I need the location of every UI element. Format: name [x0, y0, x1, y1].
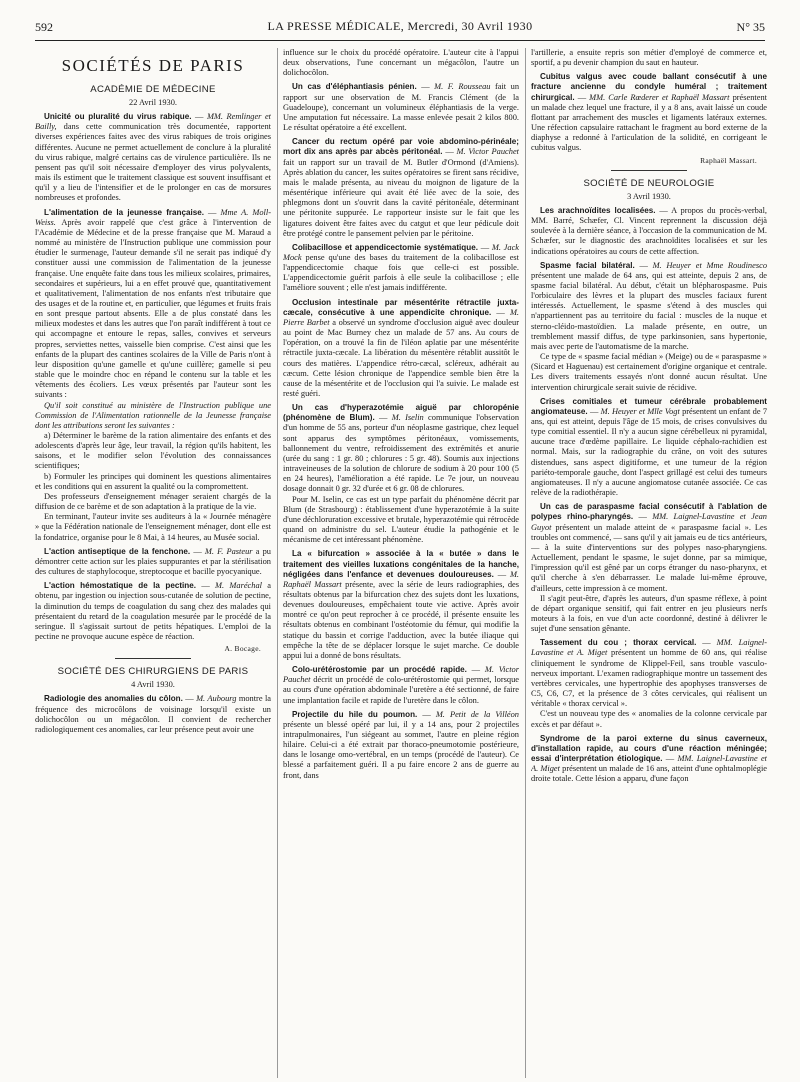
report-entry: Syndrome de la paroi externe du sinus caverneux, d'installation rapide, au cours d'une réaction méningée; essai d'interprétation étiologique. — MM. Laignel-Lavastine et A. Miget présentent un malade de 16 ans, atteint d'une ophtalmoplégie droite totale. Cette lésion a apparu, d'une façon — [531, 733, 767, 784]
entry-authors: M. Iselin — [391, 413, 424, 423]
column-middle — [283, 48, 519, 1078]
entry-text: présentent une malade de 64 ans, qui est atteinte, depuis 2 ans, de spasme facial bilatéral. Au début, c'était un blépharospasme. Puis l'orbiculaire des lèvres et la plupart des muscles faciaux furent intéressés. Actuellement, le spasme s'étend à des muscles qui n'appartiennent pas au territoire du facial : muscles de la nuque et sterno-cléido-mastoïdien. La malade présente, en outre, un tremblement massif diffus, de type parkinsonien, sans hypertonie, mais avec perte de l'automatisme de la marche. — [531, 270, 767, 351]
entry-text: décrit un procédé de colo-urétérostomie qui permet, lorsque au cours d'une opération abdominale l'uretère a été sectionné, de faire une implantation facile et rapide de l'uretère dans le côlon. — [283, 675, 519, 705]
entry-text: fait un rapport sur un travail de M. Butler d'Ormond (d'Amiens). Après ablation du cancer, les suites opératoires se firent sans récidive, mais le malade présenta, au niveau du moignon de ligature de la mésentérique inférieure qui avait été liée avec de la soie, des phlegmons dont un s'ouvrit dans la cavité péritonéale, déterminant une péritonite suppurée. Le rapporteur insiste sur le fait que les ligatures doivent être faites avec du catgut et que leur pédicule doit être protégé contre le pansement pelvien par le péritoine. — [283, 157, 519, 238]
entry-title: Un cas d'hyperazotémie aiguë par chloropénie (phénomène de Blum). — [283, 403, 519, 423]
section-divider — [115, 658, 191, 659]
report-paragraph: Pour M. Iselin, ce cas est un type parfait du phénomène décrit par Blum (de Strasbourg) : établissement d'une hyperazotémie à la suite d'une déchloruration excessive et brutale, hyperazotémie qui rétrocède quand on administre du sel. L'auteur étudie la pathogénie et le mécanisme de cet intéressant phénomène. — [283, 494, 519, 545]
entry-authors: M. F. Rousseau — [434, 82, 491, 92]
entry-title: Cubitus valgus avec coude ballant consécutif à une fracture ancienne du condyle huméral ; traitement chirurgical. — [531, 72, 767, 102]
entry-text: présentent un malade atteint de « paraspasme facial ». Les troubles ont commencé, — sans qu'il y ait jamais eu de tics antérieurs, — à la suite d'interventions sur des polypes naso-pharyngiens. Actuellement, pendant le spasme, le sujet donne, par sa mimique, l'impression qu'il est gêné par un corps étranger du naso-pharynx, et qu'il cherche à s'en débarrasser. Le malade lui-même éprouve, d'ailleurs, cette impression à ce moment. — [531, 522, 767, 593]
section-banner: SOCIÉTÉS DE PARIS — [61, 56, 245, 75]
entry-authors: MM. Laignel-Lavastine et A. Miget — [531, 638, 767, 658]
entry-title: Colibacillose et appendicectomie systématique. — [292, 242, 478, 252]
entry-authors: M. F. Pasteur — [204, 546, 253, 556]
entry-authors: M. Heuyer et Mme Roudinesco — [652, 260, 767, 270]
entry-title: Unicité ou pluralité du virus rabique. — [44, 112, 192, 122]
column-right — [531, 48, 767, 1078]
entry-title: La « bifurcation » associée à la « butée » dans le traitement des vieilles luxations congénitales de la hanche, négligées dans l'enfance et devenues douloureuses. — [283, 549, 519, 579]
session-date: 22 Avril 1930. — [129, 98, 177, 107]
column-left — [35, 48, 271, 1078]
entry-text: présentent un enfant de 7 ans, qui est atteint, depuis l'âge de 15 mois, de crises convulsives du type comitial essentiel. Il n'y a aucun signe cérébelleux ni pyramidal, aucune trace d'œdème papillaire. Le liquide céphalo-rachidien est normal. Mais, sur la radiographie du crâne, on voit des sutures distendues, sans aspect digitiforme, et une tumeur de la région pariéto-temporale gauche, dont l'aspect grillagé est celui des tumeurs angiomateuses. Il n'y a aucune angiomatose cutanée associée. Ce cas relève de la radiothérapie. — [531, 406, 767, 498]
report-entry: Cubitus valgus avec coude ballant consécutif à une fracture ancienne du condyle huméral ; traitement chirurgical. — MM. Carle Rœderer et Raphaël Massart présentent un malade chez lequel une fracture, il y a 8 ans, avait laissé un coude flottant par arrachement des muscles et ligaments latéraux externes. Une réfection capsulaire rattachant le fragment au bord externe de la diaphyse a redonné à l'articulation de la solidité, en corrigeant le cubitus valgus. — [531, 72, 767, 153]
report-entry: L'alimentation de la jeunesse française. — Mme A. Moll-Weiss. Après avoir rappelé que c'est grâce à l'intervention de l'Académie de Médecine et de la presse française que M. Maraud a nommé au ministère de l'Instruction publique une commission pour étudier le surmenage, l'auteur demande s'il ne serait pas indiqué d'y constituer aussi une commission de l'alimentation de la jeunesse française. Une enquête faite dans tous les milieux scolaires, primaires, secondaires et supérieurs, lui a en effet prouvé que, quantitativement et qualitativement, l'alimentation de nos enfants n'est tributaire que des usages et de la routine et, en particulier, que légumes et fruits frais en sont presque partout absents. Elle a de plus constaté dans les milieux modestes et dans les autres que l'on paraît indifférent à tout ce qui accompagne et entoure le repas, salles, convives et serveurs propres, serviettes nettes, vaisselle bien comprise. C'est ainsi que les enfants de la plupart des cantines scolaires de la Ville de Paris n'ont à leur disposition qu'une gamelle et qu'une cuillère; gamelle si peu stable que le moindre choc en répand le contenu sur la table et les vêtements des écoliers. Les vœux présentés par l'auteur sont les suivants : — [35, 207, 271, 400]
entry-title: L'action hémostatique de la pectine. — [44, 581, 196, 591]
report-entry: Projectile du hile du poumon. — M. Petit de la Villéon présente un blessé opéré par lui, il y a 14 ans, pour 2 projectiles intrapulmonaires, l'un siégeant au sommet, l'autre en pleine région hilaire. Celui-ci a été extrait par thoraco-pneumotomie postérieure, dans le losange omo-vertébral, en un temps (procédé de l'auteur). Ce blessé a parfaitement guéri. Il a pu faire encore 2 ans de guerre au front, dans — [283, 709, 519, 780]
entry-authors: MM. Laignel-Lavastine et A. Miget — [531, 754, 767, 774]
entry-text: présente un blessé opéré par lui, il y a 14 ans, pour 2 projectiles intrapulmonaires, l'un siégeant au sommet, l'autre en pleine région hilaire. Celui-ci a été extrait par thoraco-pneumotomie postérieure, dans le losange omo-vertébral, en un temps (procédé de l'auteur). Ce blessé a parfaitement guéri. Il a pu faire encore 2 ans de guerre au front, dans — [283, 719, 519, 780]
section-divider — [611, 170, 687, 171]
entry-text: communique l'observation d'un homme de 55 ans, porteur d'un néoplasme gastrique, chez lequel sont apparus des symptômes péritonéaux, vomissements, ballonnement du ventre, refroidissement des extrémités et anurie (urée du sang : 1 gr. 80 ; chlorures : 5 gr. 48). Soumis aux injections intraveineuses de la solution de chlorure de sodium à 20 pour 100 (5 en 24 heures), l'amélioration a été rapide. Le 7e jour, un nouveau dosage donnait 0 gr. 32 d'urée et 6 gr. 08 de chlorures. — [283, 413, 519, 494]
entry-authors: M. Victor Pauchet — [283, 665, 519, 685]
report-paragraph: b) Formuler les principes qui dominent les questions alimentaires et les conditions qui en assurent la qualité ou la compromettent. — [35, 471, 271, 491]
entry-text: — A propos du procès-verbal, MM. Barré, Schæfer, Cl. Vincent reprennent la discussion déjà soulevée à la dernière séance, à l'occasion de la communication de M. Schæfer, sur le diagnostic des arachnoïdites localisées et sur les indications opératoires au cours de cette affection. — [531, 205, 767, 256]
entry-title: L'action antiseptique de la fenchone. — [44, 546, 191, 556]
report-signature: A. Bocage. — [224, 644, 261, 654]
entry-authors: M. Jack Mock — [283, 242, 519, 262]
column-rule — [277, 48, 278, 1078]
entry-authors: M. Raphaël Massart — [283, 569, 519, 589]
entry-text: présentent un malade chez lequel une fracture, il y a 8 ans, avait laissé un coude flottant par arrachement des muscles et ligaments latéraux externes. Une réfection capsulaire rattachant le fragment au bord externe de la diaphyse a redonné à l'articulation de la solidité, en corrigeant le cubitus valgus. — [531, 92, 767, 153]
report-entry: La « bifurcation » associée à la « butée » dans le traitement des vieilles luxations congénitales de la hanche, négligées dans l'enfance et devenues douloureuses. — M. Raphaël Massart présente, avec la série de leurs radiographies, des résultats obtenus par la bifurcation chez des sujets dont les luxations, devenues douloureuses, empêchaient toute vie active. Après avoir montré ce qu'on peut reprocher à ce procédé, il présente ensuite les résultats obtenus en combinant l'ostéotomie du fémur, qui modifie la statique du bassin et corrige l'adduction, avec la butée iliaque qui empêche la tête de se déplacer lorsque le sujet marche. Ce double appui lui a donné de bons résultats. — [283, 549, 519, 660]
entry-text: présentent un homme de 60 ans, qui réalise cliniquement le syndrome de Klippel-Feil, sans trouble vasculo-nerveux important. L'examen radiographique montre un tassement des vertèbres cervicales, une hypertrophie des apophyses transverses de C5, C6, C7, et la présence de 3 côtes cervicales, qui réalisent un véritable « thorax cervical ». — [531, 648, 767, 709]
report-entry: Unicité ou pluralité du virus rabique. — MM. Remlinger et Bailly, dans cette communication très documentée, rapportent diverses expériences faites avec des virus rabiques de trois origines différentes. Aucune ne permet actuellement de conclure à la pluralité du virus rabique, malgré certains cas de virulence particulière. Ils ne pensent pas qu'il soit nécessaire d'employer des virus polyvalents, mais ils estiment que le traitement classique est souvent insuffisant et qu'il y a lieu de l'intensifier et de le prolonger en cas de morsures nombreuses et profondes. — [35, 112, 271, 203]
entry-title: Spasme facial bilatéral. — [540, 260, 635, 270]
entry-authors: MM. Remlinger et Bailly, — [35, 112, 271, 132]
entry-authors: M. Petit de la Villéon — [435, 709, 519, 719]
report-entry: Tassement du cou ; thorax cervical. — MM. Laignel-Lavastine et A. Miget présentent un homme de 60 ans, qui réalise cliniquement le syndrome de Klippel-Feil, sans trouble vasculo-nerveux important. L'examen radiographique montre un tassement des vertèbres cervicales, une hypertrophie des apophyses transverses de C5, C6, C7, et la présence de 3 côtes cervicales, qui réalisent un véritable « thorax cervical ». — [531, 638, 767, 709]
report-paragraph: Des professeurs d'enseignement ménager seraient chargés de la diffusion de ce barème et de son adaptation à la pratique de la vie. — [35, 491, 271, 512]
report-entry: L'action antiseptique de la fenchone. — M. F. Pasteur a pu démontrer cette action sur les plaies suppurantes et par la stérilisation des cultures de staphylocoque, streptocoque et bacille pyocyanique. — [35, 546, 271, 577]
session-date: 4 Avril 1930. — [131, 680, 175, 690]
session-date: 3 Avril 1930. — [627, 191, 671, 201]
society-heading: ACADÉMIE DE MÉDECINE — [90, 84, 216, 95]
entry-authors: M. Maréchal — [215, 581, 262, 591]
report-paragraph: C'est un nouveau type des « anomalies de la colonne cervicale par excès et par défaut ». — [531, 709, 767, 729]
report-entry: Crises comitiales et tumeur cérébrale probablement angiomateuse. — M. Heuyer et Mlle Vogt présentent un enfant de 7 ans, qui est atteint, depuis l'âge de 15 mois, de crises convulsives du type comitial essentiel. Il n'y a aucun signe cérébelleux ni pyramidal, aucune trace d'œdème papillaire. Le liquide céphalo-rachidien est normal. Mais, sur la radiographie du crâne, on voit des sutures distendues, sans aspect digitiforme, et une tumeur de la région pariéto-temporale gauche, dont l'aspect grillagé est celui des tumeurs angiomateuses. Il n'y a aucune angiomatose cutanée associée. Ce cas relève de la radiothérapie. — [531, 396, 767, 498]
entry-text: montre la fréquence des microcôlons de voisinage lorsqu'il existe un dolichocôlon ou un mégacôlon. Il convient de rechercher radiologiquement ces anomalies, car leur présence peut avoir une — [35, 694, 271, 734]
report-entry: Un cas d'hyperazotémie aiguë par chloropénie (phénomène de Blum). — M. Iselin communique l'observation d'un homme de 55 ans, porteur d'un néoplasme gastrique, chez lequel sont apparus des symptômes péritonéaux, vomissements, ballonnement du ventre, refroidissement des extrémités et anurie (urée du sang : 1 gr. 80 ; chlorures : 5 gr. 48). Soumis aux injections intraveineuses de la solution de chlorure de sodium à 20 pour 100 (5 en 24 heures), l'amélioration a été rapide. Le 7e jour, un nouveau dosage donnait 0 gr. 32 d'urée et 6 gr. 08 de chlorures. — [283, 403, 519, 494]
entry-title: Un cas d'éléphantiasis pénien. — [292, 82, 417, 92]
report-paragraph: a) Déterminer le barème de la ration alimentaire des enfants et des adolescents d'après leur âge, leur travail, la région qu'ils habitent, les saisons, et le modifier selon l'évolution des connaissances scientifiques; — [35, 431, 271, 471]
report-entry: Colo-urétérostomie par un procédé rapide. — M. Victor Pauchet décrit un procédé de colo-urétérostomie qui permet, lorsque au cours d'une opération abdominale l'uretère a été sectionné, de faire une implantation facile et rapide de l'uretère dans le côlon. — [283, 665, 519, 705]
entry-text: présentent un malade de 16 ans, atteint d'une ophtalmoplégie droite totale. Cette lésion a apparu, d'une façon — [531, 764, 767, 784]
report-paragraph: En terminant, l'auteur invite ses auditeurs à la « Journée ménagère » que la Fédération nationale de l'enseignement ménager, dont elle est la fondatrice, organise pour le 8 Mai, à 14 heures, au Musée social. — [35, 512, 271, 542]
report-paragraph: Il s'agit peut-être, d'après les auteurs, d'un spasme réflexe, à point de départ organique sensitif, qui fait entrer en jeu plusieurs nerfs moteurs à la fois, en vue d'un acte coordonné, destiné à délivrer le sujet d'une sensation gênante. — [531, 593, 767, 634]
entry-title: Occlusion intestinale par mésentérite rétractile juxta-cæcale, consécutive à une appendicite chronique. — [283, 297, 519, 317]
entry-authors: M. Victor Pauchet — [456, 147, 519, 157]
report-entry: Un cas de paraspasme facial consécutif à l'ablation de polypes rhino-pharyngés. — MM. Laignel-Lavastine et Jean Guyot présentent un malade atteint de « paraspasme facial ». Les troubles ont commencé, — sans qu'il y ait jamais eu de tics antérieurs, — à la suite d'interventions sur des polypes naso-pharyngiens. Actuellement, pendant le spasme, le sujet donne, par sa mimique, l'impression qu'il est gêné par un corps étranger du naso-pharynx, et qu'il cherche à s'en débarrasser. Le malade lui-même éprouve, d'ailleurs, cette impression à ce moment. — [531, 502, 767, 593]
entry-authors: M. Pierre Barbet — [283, 307, 519, 327]
entry-text: fait un rapport sur une observation de M. Francis Clément (de la Guadeloupe), concernant un volumineux éléphantiasis de la verge. Une amputation fut nécessaire. La masse enlevée pesait 2 kilos 800. Le résultat opératoire a été excellent. — [283, 82, 519, 133]
report-paragraph: influence sur le choix du procédé opératoire. L'auteur cite à l'appui deux observations, l'une concernant un mégacôlon, l'autre un dolichocôlon. — [283, 48, 519, 78]
report-entry: Radiologie des anomalies du côlon. — M. Aubourg montre la fréquence des microcôlons de voisinage lorsqu'il existe un dolichocôlon ou un mégacôlon. Il convient de rechercher radiologiquement ces anomalies, car leur présence peut avoir une — [35, 694, 271, 734]
report-signature: Raphaël Massart. — [700, 155, 757, 165]
journal-title: LA PRESSE MÉDICALE, Mercredi, 30 Avril 1930 — [267, 19, 533, 33]
issue-number: N° 35 — [736, 20, 765, 34]
entry-authors: Mme A. Moll-Weiss. — [35, 207, 271, 227]
column-rule — [525, 48, 526, 1078]
entry-text: Après avoir rappelé que c'est grâce à l'intervention de l'Académie de Médecine et de la presse française que M. Maraud a nommé au ministère de l'Instruction publique une commission pour étudier le surmenage, l'auteur demande s'il ne serait pas indiqué d'y constituer aussi une commission de l'alimentation de la jeunesse française. Une enquête faite dans tous les milieux scolaires, primaires, secondaires et supérieurs, lui a en effet prouvé que, quantitativement et qualitativement, l'alimentation de nos enfants n'est tributaire que des usages et de la routine et, en particulier, que légumes et fruits frais en sont presque partout absents. Elle a de plus constaté dans les milieux modestes et dans les autres que l'on paraît indifférent à tout ce qui accompagne et entoure le repas, salles, convives et serveurs propres, serviettes nettes, vaisselle bien comprise. C'est ainsi que les enfants de la plupart des cantines scolaires de la Ville de Paris n'ont à leur disposition qu'une gamelle et qu'une cuillère; gamelle si peu stable que le moindre choc en répand le contenu sur la table et les vêtements des écoliers. Les vœux présentés par l'auteur sont les suivants : — [35, 217, 271, 400]
report-entry: Spasme facial bilatéral. — M. Heuyer et Mme Roudinesco présentent une malade de 64 ans, qui est atteinte, depuis 2 ans, de spasme facial bilatéral. Au début, c'était un blépharospasme. Puis l'orbiculaire des lèvres et la plupart des muscles faciaux furent intéressés. Actuellement, le spasme s'étend à des muscles qui n'appartiennent pas au territoire du facial : muscles de la nuque et sterno-cléido-mastoïdien. La malade présente, en outre, un tremblement massif diffus, de type parkinsonien, sans hypertonie, mais avec perte de l'automatisme de la marche. — [531, 260, 767, 351]
entry-text: a observé un syndrome d'occlusion aiguë avec douleur au point de Mac Burney chez un malade de 57 ans. Au cours de l'opération, on a trouvé la fin de l'iléon aplatie par une mésentérite rétractile juxta-cæcale. La libération du mésentère rétablit aussitôt le cours des matières. L'appendice rétro-cæcal, scléreux, adhérait au cæcum. Cette lésion chronique de l'appendice semble bien être la cause de la mésentérite et de l'occlusion qui l'a suivie. Le malade est resté guéri. — [283, 317, 519, 398]
report-entry: Colibacillose et appendicectomie systématique. — M. Jack Mock pense qu'une des bases du traitement de la colibacillose est l'appendicectomie chaque fois que celle-ci est possible. L'appendicectomie guérit parfois à elle seule la colibacillose ; elle l'améliore souvent ; elle n'est jamais indifférente. — [283, 242, 519, 293]
report-entry: Occlusion intestinale par mésentérite rétractile juxta-cæcale, consécutive à une appendicite chronique. — M. Pierre Barbet a observé un syndrome d'occlusion aiguë avec douleur au point de Mac Burney chez un malade de 57 ans. Au cours de l'opération, on a trouvé la fin de l'iléon aplatie par une mésentérite rétractile juxta-cæcale. La libération du mésentère rétablit aussitôt le cours des matières. L'appendice rétro-cæcal, scléreux, adhérait au cæcum. Cette lésion chronique de l'appendice semble bien être la cause de la mésentérite et de l'occlusion qui l'a suivie. Le malade est resté guéri. — [283, 297, 519, 398]
entry-title: Crises comitiales et tumeur cérébrale probablement angiomateuse. — [531, 396, 767, 416]
entry-text: a obtenu, par ingestion ou injection sous-cutanée de solution de pectine, la diminution du temps de coagulation du sang chez des malades qui présentaient du retard de la coagulation mesurée par le procédé de la seringue. Il s'agissait surtout de petits hépatiques. L'emploi de la pectine ne provoque aucune espèce de réaction. — [35, 581, 271, 641]
page-number: 592 — [35, 20, 53, 34]
report-paragraph: Ce type de « spasme facial médian » (Meige) ou de « paraspasme » (Sicard et Haguenau) est certainement d'origine organique et centrale. Les divers traitements essayés n'ont donné aucun résultat. Une intervention chirurgicale serait suivie de récidive. — [531, 352, 767, 392]
report-paragraph — [35, 401, 271, 431]
entry-text: a pu démontrer cette action sur les plaies suppurantes et par la stérilisation des cultures de staphylocoque, streptocoque et bacille pyocyanique. — [35, 546, 271, 577]
entry-title: Projectile du hile du poumon. — [292, 709, 418, 719]
entry-text: dans cette communication très documentée, rapportent diverses expériences faites avec des virus rabiques de trois origines différentes. Aucune ne permet actuellement de conclure à la pluralité du virus rabique, malgré certains cas de virulence particulière. Ils ne pensent pas qu'il soit nécessaire d'employer des virus polyvalents, mais ils estiment que le traitement classique est souvent insuffisant et qu'il y a lieu de l'intensifier et de le prolonger en cas de morsures nombreuses et profondes. — [35, 122, 271, 203]
entry-title: Cancer du rectum opéré par voie abdomino-périnéale; mort dix ans après par abcès péritonéal. — [283, 137, 519, 157]
society-heading: SOCIÉTÉ DES CHIRURGIENS DE PARIS — [57, 666, 249, 678]
entry-title: Colo-urétérostomie par un procédé rapide. — [292, 665, 467, 675]
report-entry: Cancer du rectum opéré par voie abdomino-périnéale; mort dix ans après par abcès péritonéal. — M. Victor Pauchet fait un rapport sur un travail de M. Butler d'Ormond (d'Amiens). Après ablation du cancer, les suites opératoires se firent sans récidive, mais le malade présenta, au niveau du moignon de ligature de la mésentérique inférieure qui avait été liée avec de la soie, des phlegmons dont un s'ouvrit dans la cavité péritonéale, déterminant une péritonite suppurée. Le rapporteur insiste sur le fait que les ligatures doivent être faites avec du catgut et que leur pédicule doit être protégé contre le pansement pelvien par le péritoine. — [283, 137, 519, 238]
entry-authors: MM. Laignel-Lavastine et Jean Guyot — [531, 512, 767, 532]
entry-authors: M. Aubourg — [196, 694, 237, 704]
page-header — [35, 18, 765, 41]
entry-title: Un cas de paraspasme facial consécutif à l'ablation de polypes rhino-pharyngés. — [531, 502, 767, 522]
entry-text: présente, avec la série de leurs radiographies, des résultats obtenus par la bifurcation chez des sujets dont les luxations, devenues douloureuses, empêchaient toute vie active. Après avoir montré ce qu'on peut reprocher à ce procédé, il présente ensuite les résultats obtenus en combinant l'ostéotomie du fémur, qui modifie la statique du bassin et corrige l'adduction, avec la butée iliaque qui empêche la tête de se déplacer lorsque le sujet marche. Ce double appui lui a donné de bons résultats. — [283, 579, 519, 660]
entry-title: Radiologie des anomalies du côlon. — [44, 694, 183, 704]
entry-title: Tassement du cou ; thorax cervical. — [540, 638, 697, 648]
entry-authors: M. Heuyer et Mlle Vogt — [600, 406, 680, 416]
entry-text: pense qu'une des bases du traitement de la colibacillose est l'appendicectomie chaque fois que celle-ci est possible. L'appendicectomie guérit parfois à elle seule la colibacillose ; elle l'améliore souvent ; elle n'est jamais indifférente. — [283, 252, 519, 293]
report-entry: L'action hémostatique de la pectine. — M. Maréchal a obtenu, par ingestion ou injection sous-cutanée de solution de pectine, la diminution du temps de coagulation du sang chez des malades qui présentaient du retard de la coagulation mesurée par le procédé de la seringue. Il s'agissait surtout de petits hépatiques. L'emploi de la pectine ne provoque aucune espèce de réaction. — [35, 581, 271, 641]
report-entry: Un cas d'éléphantiasis pénien. — M. F. Rousseau fait un rapport sur une observation de M. Francis Clément (de la Guadeloupe), concernant un volumineux éléphantiasis de la verge. Une amputation fut nécessaire. La masse enlevée pesait 2 kilos 800. Le résultat opératoire a été excellent. — [283, 82, 519, 133]
entry-title: L'alimentation de la jeunesse française. — [44, 207, 204, 217]
entry-authors: MM. Carle Rœderer et Raphaël Massart — [589, 92, 730, 102]
report-entry — [531, 206, 767, 257]
society-heading: SOCIÉTÉ DE NEUROLOGIE — [583, 177, 715, 189]
entry-title: Syndrome de la paroi externe du sinus caverneux, d'installation rapide, au cours d'une réaction méningée; essai d'interprétation étiologique. — [531, 733, 767, 763]
report-paragraph: l'artillerie, a ensuite repris son métier d'employé de commerce et, sportif, a pu devenir champion du saut en hauteur. — [531, 48, 767, 68]
entry-title: Les arachnoïdites localisées. — [540, 205, 656, 215]
entry-italic-text: Qu'il soit constitué au ministère de l'Instruction publique une Commission de l'Alimentation rationnelle de la Jeunesse française dont les attributions seront les suivantes : — [35, 400, 271, 430]
